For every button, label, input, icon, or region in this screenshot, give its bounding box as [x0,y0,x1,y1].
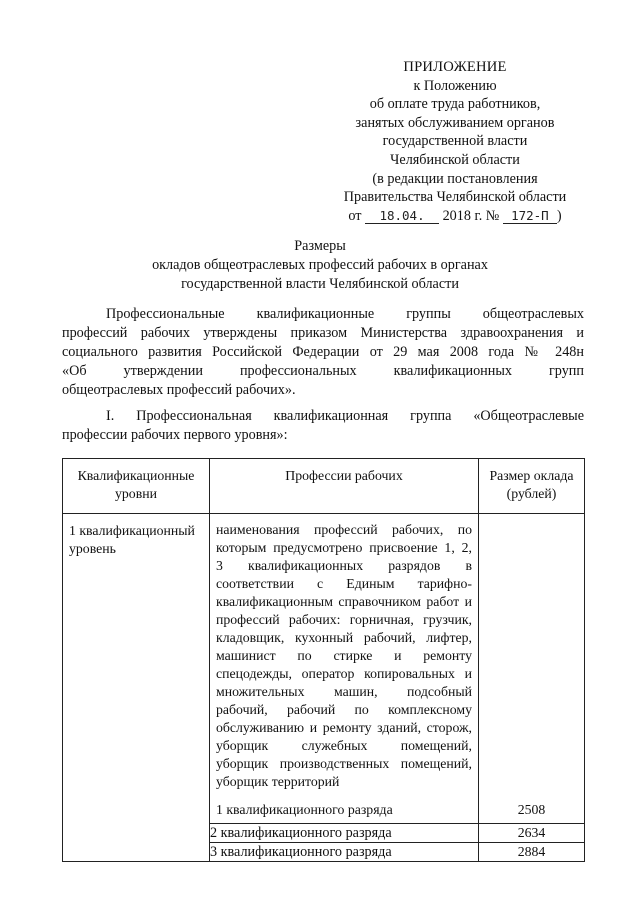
profession-line: наименования профессий рабочих, по [216,522,472,537]
profession-line: квалификационным справочником работ и [216,594,472,609]
title-line: Размеры [294,238,346,254]
profession-line: уборщик территорий [216,774,340,789]
intro-paragraph [62,305,584,400]
date-value: 18.04. [365,209,439,224]
paragraph-line: «Об утверждении профессиональных квалификационных групп [62,363,584,379]
appendix-line: Правительства Челябинской области [343,189,567,206]
profession-line: которым предусмотрено присвоение 1, 2, [216,540,472,555]
appendix-heading: ПРИЛОЖЕНИЕ [403,59,507,75]
rank-label: 1 квалификационного разряда [216,802,393,817]
appendix-block [330,58,580,225]
paragraph-line: Профессиональные квалификационные группы общеотраслевых [106,306,584,322]
header-professions: Профессии рабочих [210,459,479,514]
appendix-line: об оплате труда работников, [369,96,541,113]
paragraph-line: общеотраслевых профессий рабочих». [62,382,296,398]
profession-line: спецодежды, оператор копировальных и [216,666,472,681]
profession-line: 3 квалификационных разрядов в [216,558,472,573]
salary-value: 2508 [479,514,585,824]
profession-line: обслуживанию и ремонту зданий, сторож, [216,720,472,735]
section-heading-line: I. Профессиональная квалификационная группа «Общеотраслевые [106,408,584,424]
year-text: 2018 г. № [442,207,500,224]
appendix-line: (в редакции постановления [372,170,538,187]
header-salary: Размер оклада (рублей) [479,459,585,514]
level-cell: 1 квалификационный уровень [63,514,210,862]
profession-line: множительных машин, подсобный [216,684,472,699]
profession-line: профессий рабочих: горничная, грузчик, [216,612,472,627]
salary-value: 2634 [479,824,585,843]
profession-line: кладовщик, кухонный рабочий, лифтер, [216,630,472,645]
section-heading-line: профессии рабочих первого уровня»: [62,427,288,443]
profession-line: машинист по стирке и ремонту [216,648,472,663]
title-line: окладов общеотраслевых профессий рабочих в органах [152,257,488,273]
table-row [63,514,585,824]
appendix-line: Челябинской области [390,151,520,168]
paragraph-line: социального развития Российской Федерации от 29 мая 2008 года № 248н [62,344,584,360]
appendix-date-line [330,207,580,226]
salary-table [62,458,585,862]
closing-paren: ) [556,207,562,224]
appendix-line: занятых обслуживанием органов [355,114,555,131]
document-title [60,237,580,294]
profession-line: рабочий, рабочий по комплексному [216,702,472,717]
profession-line: соответствии с Единым тарифно- [216,576,472,591]
section-heading [62,407,584,445]
professions-cell [210,514,479,824]
appendix-line: государственной власти [382,133,528,150]
appendix-line: к Положению [413,77,497,94]
rank-label: 2 квалификационного разряда [210,824,479,843]
salary-value: 2884 [479,843,585,862]
title-line: государственной власти Челябинской области [181,276,459,292]
table-header-row [63,459,585,514]
date-prefix: от [348,207,362,224]
paragraph-line: профессий рабочих утверждены приказом Министерства здравоохранения и [62,325,584,341]
profession-line: уборщик служебных помещений, [216,738,472,753]
header-level: Квалификационные уровни [63,459,210,514]
order-number: 172-П [503,209,557,224]
profession-line: уборщик производственных помещений, [216,756,472,771]
rank-label: 3 квалификационного разряда [210,843,479,862]
